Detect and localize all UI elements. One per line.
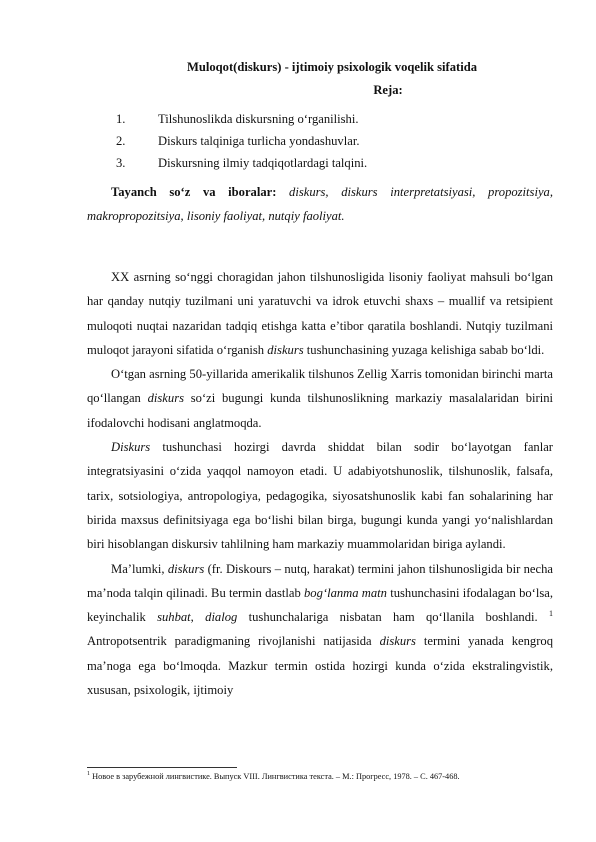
keywords-paragraph — [87, 180, 553, 229]
keywords-label: Tayanch so‘z va iboralar: — [111, 185, 277, 199]
plan-heading: Reja: — [373, 83, 403, 97]
paragraph: XX asrning soʻnggi choragidan jahon tilshunosligida lisoniy faoliyat mahsuli boʻlgan har qanday nutqiy tuzilmani uni yaratuvchi va idrok etuvchi shaxs – muallif va retsipient muloqoti nuqtai nazaridan tadqiq etishga katta e’tibor qaratila boshlandi. Nutqiy tuzilmani muloqot jarayoni sifatida oʻrganish diskurs tushunchasining yuzaga kelishiga sabab boʻldi. — [87, 270, 553, 357]
plan-item: 2. Diskurs talqiniga turlicha yondashuvlar. — [116, 134, 360, 148]
keywords-list: diskurs, diskurs interpretatsiyasi, propozitsiya, makropropozitsiya, lisoniy faoliyat, nutqiy faoliyat. — [87, 185, 553, 224]
footnote-divider — [87, 767, 237, 768]
main-text — [87, 265, 553, 702]
plan-item: 3. Diskursning ilmiy tadqiqotlardagi talqini. — [116, 156, 368, 170]
paragraph: Diskurs tushunchasi hozirgi davrda shiddat bilan sodir boʻlayotgan fanlar integratsiyasini oʻzida yaqqol namoyon etadi. U adabiyotshunoslik, tilshunoslik, falsafa, tarix, sotsiologiya, antropologiya, pedagogika, siyosatshunoslik kabi fan sohalarining har birida maxsus definitsiyaga ega boʻlishi bilan birga, bugungi kunda yangi yoʻnalishlardan biri hisoblangan diskursiv tahlilning ham markaziy muammolaridan biriga aylandi. — [87, 440, 553, 552]
plan-item: 1. Tilshunoslikda diskursning oʻrganilishi. — [116, 112, 359, 126]
footnote: $^1$ Новое в зарубежной лингвистике. Выпуск VIII. Лингвистика текста. – М.: Прогресс, 1978. – С. 467-468. — [87, 771, 460, 781]
paragraph: Ma’lumki, diskurs (fr. Diskours – nutq, harakat) termini jahon tilshunosligida bir necha ma’noda talqin qilinadi. Bu termin dastlab bog‘lanma matn tushunchasini ifodalagan boʻlsa, keyinchalik suhbat, dialog tushunchalariga nisbatan ham qoʻllanila boshlandi. $^1$ Antropotsentrik paradigmaning rivojlanishi natijasida diskurs termini yanada kengroq ma’noga ega boʻlmoqda. Mazkur termin ostida hozirgi kunda oʻzida ekstralingvistik, xususan, psixologik, ijtimoiy — [87, 561, 553, 698]
plan-list — [116, 108, 367, 174]
footnote-ref: 1 — [548, 608, 553, 618]
paragraph: Oʻtgan asrning 50-yillarida amerikalik tilshunos Zellig Xarris tomonidan birinchi marta qoʻllangan diskurs soʻzi bugungi kunda tilshunoslikning markaziy masalalaridan birini ifodalovchi hodisani anglatmoqda. — [87, 367, 553, 430]
document-title: Muloqot(diskurs) - ijtimoiy psixologik voqelik sifatida — [186, 60, 478, 74]
